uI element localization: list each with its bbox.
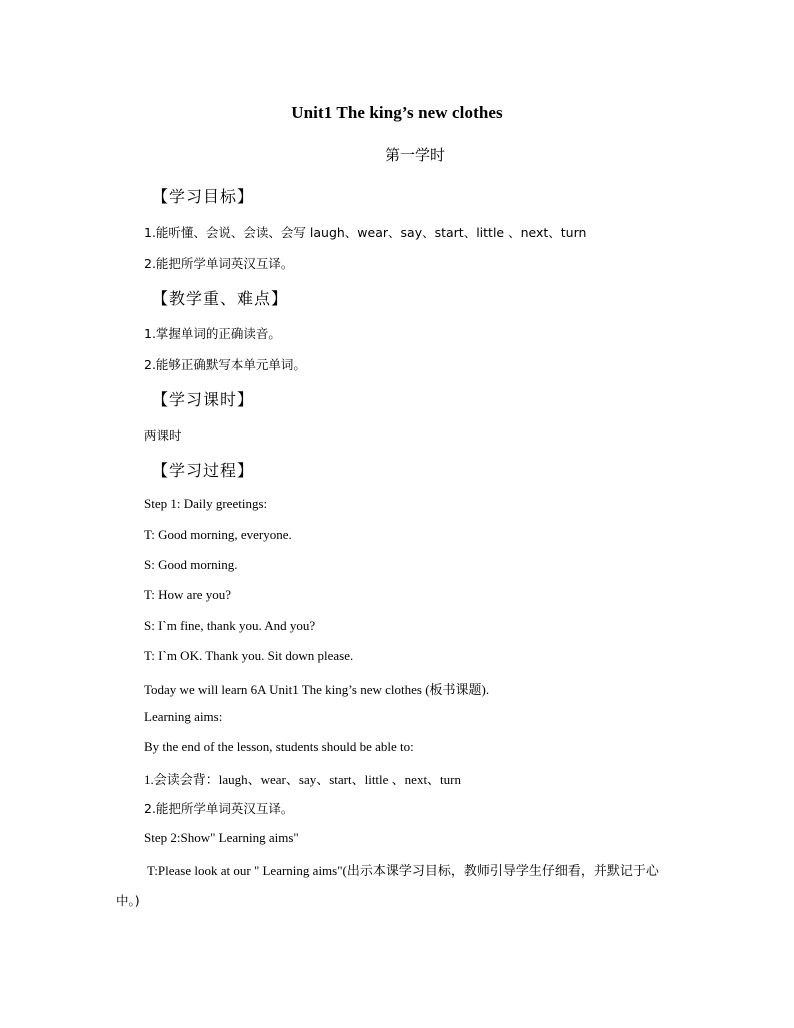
process-line: 中。) [116, 893, 140, 908]
heading-class-hours: 【学习课时】 [152, 390, 255, 409]
process-line: Learning aims: [144, 709, 223, 724]
document-subtitle: 第一学时 [384, 146, 445, 164]
process-line: Step 1: Daily greetings: [144, 496, 268, 511]
process-line: T:Please look at our " Learning aims"(出示本课学习目标，教师引导学生仔细看，并默记于心 [147, 863, 659, 878]
process-line: 1.会读会背：laugh、wear、say、start、little 、next、turn [144, 772, 462, 787]
process-line: Today we will learn 6A Unit1 The king’s new clothes (板书课题). [144, 682, 490, 697]
process-line: By the end of the lesson, students should be able to: [144, 739, 414, 754]
heading-process: 【学习过程】 [152, 461, 255, 480]
heading-objectives: 【学习目标】 [152, 187, 255, 206]
class-hours: 两课时 [144, 428, 182, 443]
process-line: 2.能把所学单词英汉互译。 [144, 801, 294, 816]
objective-2: 2.能把所学单词英汉互译。 [144, 256, 294, 271]
process-line: T: How are you? [144, 587, 232, 602]
objective-1: 1.能听懂、会说、会读、会写 laugh、wear、say、start、little 、next、turn [144, 225, 587, 240]
document-title: Unit1 The king’s new clothes [291, 103, 503, 122]
process-line: Step 2:Show" Learning aims" [144, 830, 299, 845]
process-line: T: I`m OK. Thank you. Sit down please. [144, 648, 354, 663]
process-line: S: Good morning. [144, 557, 238, 572]
key-point-2: 2.能够正确默写本单元单词。 [144, 357, 306, 372]
process-line: S: I`m fine, thank you. And you? [144, 618, 316, 633]
key-point-1: 1.掌握单词的正确读音。 [144, 326, 281, 341]
heading-key-points: 【教学重、难点】 [152, 289, 289, 308]
process-line: T: Good morning, everyone. [144, 527, 292, 542]
